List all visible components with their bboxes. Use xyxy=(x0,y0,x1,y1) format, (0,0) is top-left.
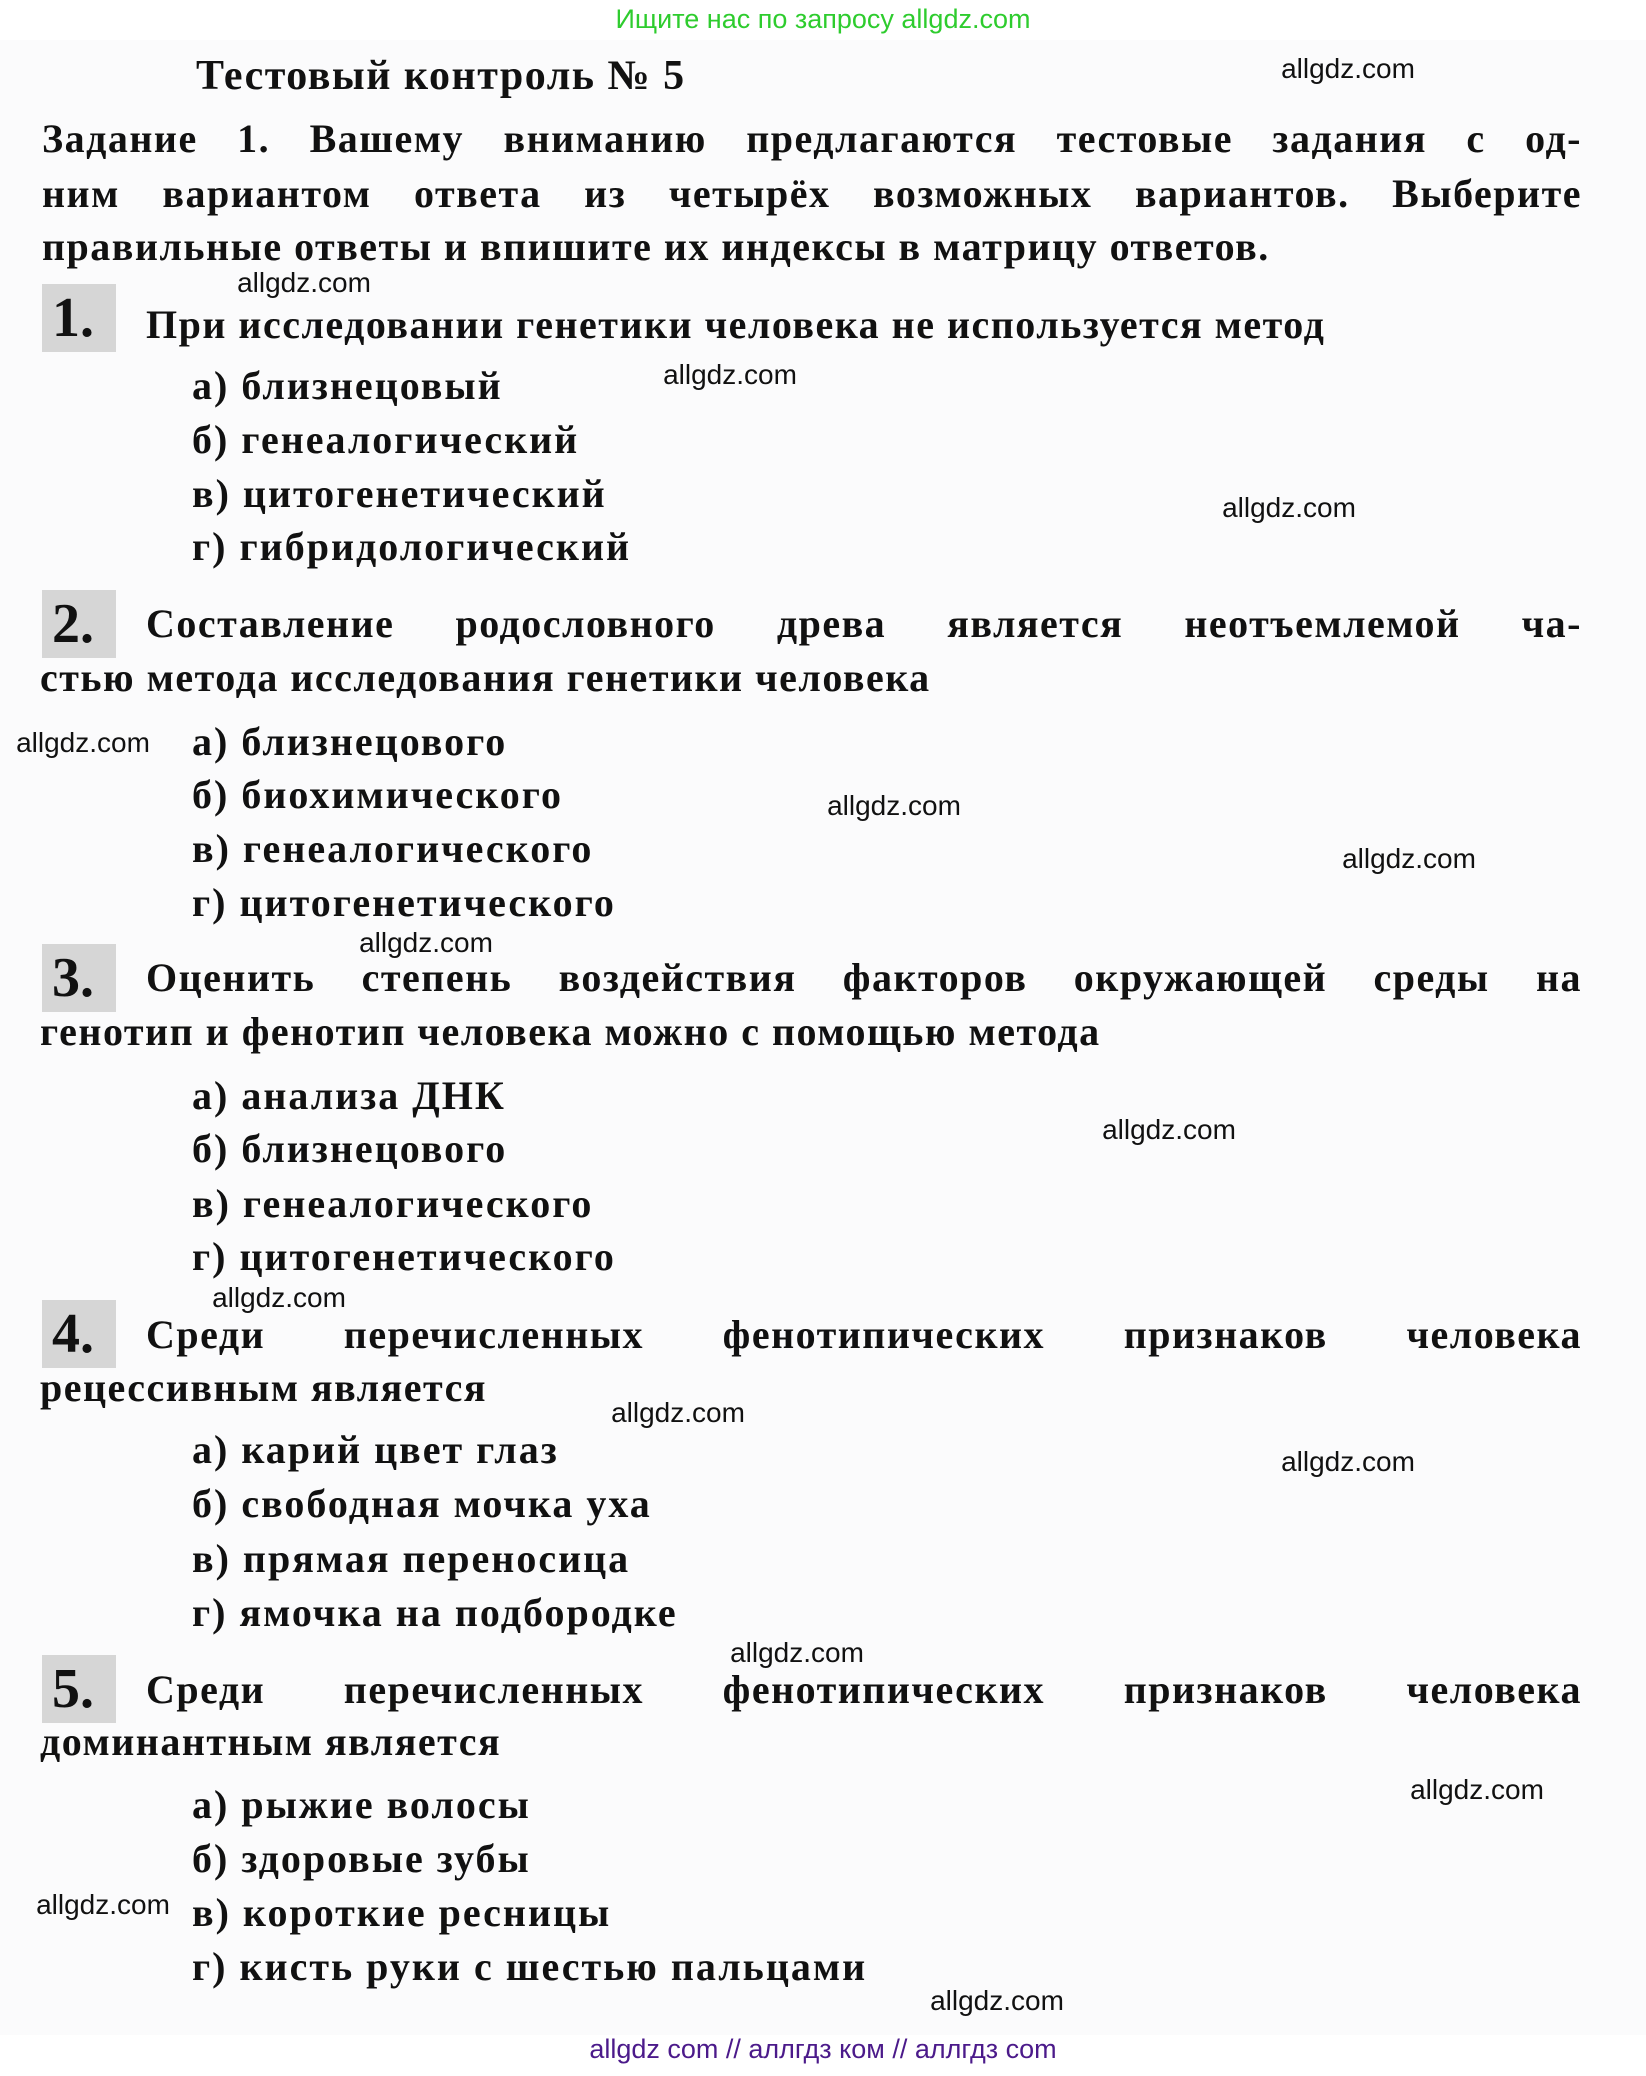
watermark: allgdz.com xyxy=(1410,1774,1544,1805)
answer-option[interactable]: б) свободная мочка уха xyxy=(192,1481,652,1526)
watermark: allgdz.com xyxy=(36,1889,170,1920)
watermark: allgdz.com xyxy=(237,267,371,298)
question-text: стью метода исследования генетики человека xyxy=(40,655,931,700)
answer-option[interactable]: б) генеалогический xyxy=(192,417,580,462)
intro-text: Вашему вниманию предлагаются тестовые задания с од- xyxy=(309,116,1583,161)
intro-line-1 xyxy=(42,115,1582,163)
question-number: 1. xyxy=(52,287,94,349)
answer-option[interactable]: г) ямочка на подбородке xyxy=(192,1590,678,1635)
answer-option[interactable]: б) здоровые зубы xyxy=(192,1836,531,1881)
answer-option[interactable]: в) генеалогического xyxy=(192,1181,594,1226)
answer-option[interactable]: в) генеалогического xyxy=(192,826,594,871)
watermark: allgdz.com xyxy=(611,1397,745,1428)
question-text: рецессивным является xyxy=(40,1365,488,1410)
answer-option[interactable]: г) цитогенетического xyxy=(192,1234,616,1279)
watermark: allgdz.com xyxy=(359,927,493,958)
intro-label: Задание 1. xyxy=(42,116,271,161)
answer-option[interactable]: а) карий цвет глаз xyxy=(192,1427,559,1472)
answer-option[interactable]: б) близнецового xyxy=(192,1126,508,1171)
watermark: allgdz.com xyxy=(1281,1446,1415,1477)
watermark: allgdz.com xyxy=(212,1282,346,1313)
watermark: allgdz.com xyxy=(827,790,961,821)
question-text: генотип и фенотип человека можно с помощью метода xyxy=(40,1009,1101,1054)
watermark: allgdz.com xyxy=(930,1985,1064,2016)
question-text: Среди перечисленных фенотипических признаков человека xyxy=(146,1312,1582,1357)
question-text: доминантным является xyxy=(40,1719,502,1764)
question-text: Оценить степень воздействия факторов окружающей среды на xyxy=(146,955,1582,1000)
answer-option[interactable]: б) биохимического xyxy=(192,772,563,817)
answer-option[interactable]: в) цитогенетический xyxy=(192,471,607,516)
intro-line-2: ним вариантом ответа из четырёх возможных вариантов. Выберите xyxy=(42,171,1582,216)
question-text: Составление родословного древа является неотъемлемой ча- xyxy=(146,601,1582,646)
answer-option[interactable]: в) короткие ресницы xyxy=(192,1890,612,1935)
footer-note: allgdz com // аллгдз ком // аллгдз com xyxy=(589,2034,1057,2064)
answer-option[interactable]: в) прямая переносица xyxy=(192,1536,631,1581)
question-number: 4. xyxy=(52,1303,94,1365)
watermark: allgdz.com xyxy=(1342,843,1476,874)
watermark: allgdz.com xyxy=(1222,492,1356,523)
answer-option[interactable]: г) кисть руки с шестью пальцами xyxy=(192,1944,868,1989)
question-number: 3. xyxy=(52,947,94,1009)
question-text: При исследовании генетики человека не используется метод xyxy=(146,302,1326,347)
question-number: 5. xyxy=(52,1658,94,1720)
intro-line-3: правильные ответы и впишите их индексы в матрицу ответов. xyxy=(42,224,1270,269)
watermark: allgdz.com xyxy=(16,727,150,758)
watermark: allgdz.com xyxy=(730,1637,864,1668)
question-text: Среди перечисленных фенотипических признаков человека xyxy=(146,1667,1582,1712)
watermark: allgdz.com xyxy=(1281,53,1415,84)
watermark: allgdz.com xyxy=(1102,1114,1236,1145)
top-note: Ищите нас по запросу allgdz.com xyxy=(615,4,1031,34)
answer-option[interactable]: а) близнецового xyxy=(192,719,508,764)
answer-option[interactable]: а) рыжие волосы xyxy=(192,1782,531,1827)
question-number: 2. xyxy=(52,593,94,655)
answer-option[interactable]: а) анализа ДНК xyxy=(192,1073,506,1118)
page-title: Тестовый контроль № 5 xyxy=(196,53,686,99)
watermark: allgdz.com xyxy=(663,359,797,390)
answer-option[interactable]: а) близнецовый xyxy=(192,363,503,408)
answer-option[interactable]: г) гибридологический xyxy=(192,524,632,569)
answer-option[interactable]: г) цитогенетического xyxy=(192,880,616,925)
